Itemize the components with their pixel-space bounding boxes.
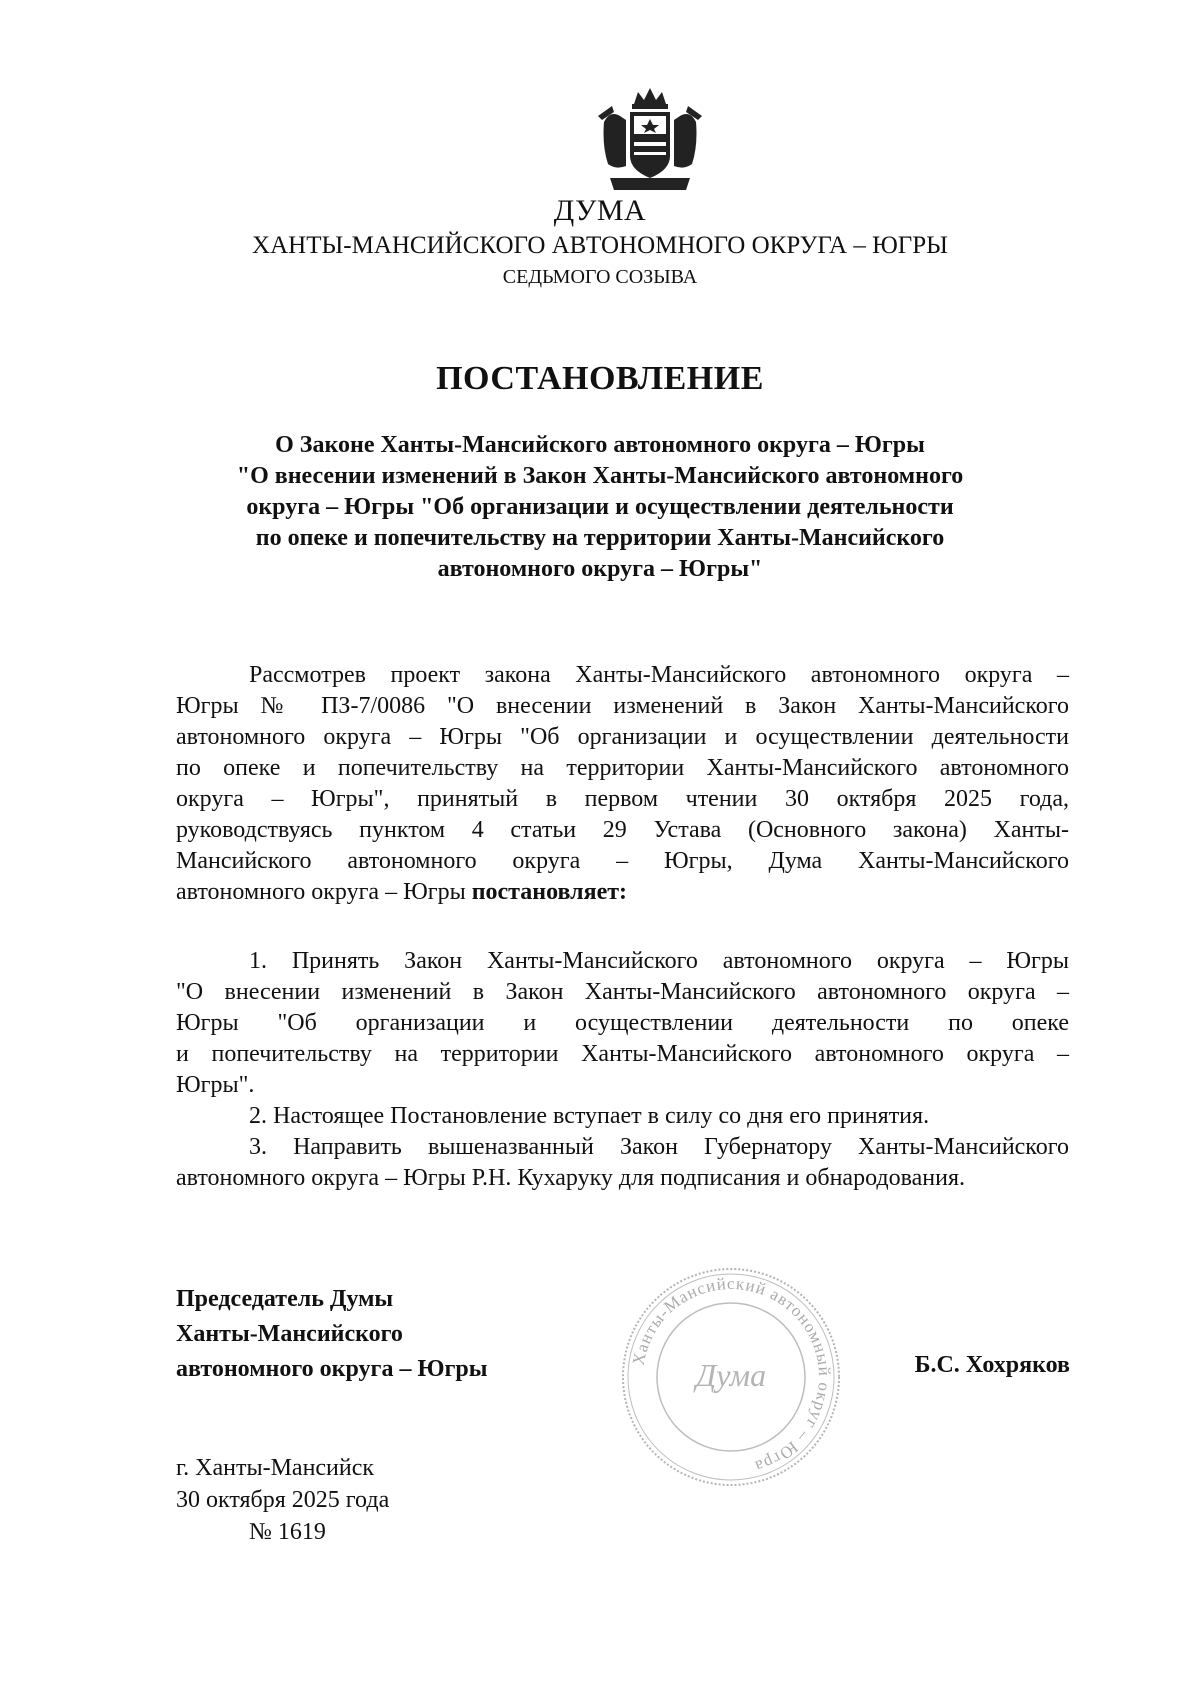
decision-word: постановляет:	[471, 879, 628, 905]
svg-text:Дума: Дума	[695, 1357, 767, 1393]
preamble-line-text: автономного округа – Югры	[176, 879, 472, 905]
item-3-line: 3. Направить вышеназванный Закон Губернатору Ханты-Мансийского	[249, 1134, 1069, 1160]
signatory-title-line: автономного округа – Югры	[176, 1356, 488, 1382]
item-1-line: Югры".	[176, 1072, 255, 1098]
signatory-title	[176, 1282, 487, 1387]
adoption-date: 30 октября 2025 года	[176, 1487, 390, 1513]
adoption-details	[176, 1452, 389, 1548]
subject-line: автономного округа – Югры"	[437, 556, 763, 582]
subject-line: округа – Югры "Об организации и осуществлении деятельности	[246, 494, 954, 520]
issuing-body-region: ХАНТЫ-МАНСИЙСКОГО АВТОНОМНОГО ОКРУГА – ЮГРЫ	[252, 232, 948, 259]
preamble-last-line	[176, 877, 1069, 908]
item-1-line: 1. Принять Закон Ханты-Мансийского автономного округа – Югры	[249, 948, 1069, 974]
svg-text:Ханты-Мансийский автономный ок: Ханты-Мансийский автономный округ – Югра	[628, 1273, 835, 1477]
resolution-items	[176, 946, 1069, 1194]
preamble-line: Мансийского автономного округа – Югры, Дума Ханты-Мансийского	[176, 848, 1069, 874]
preamble-line: Рассмотрев проект закона Ханты-Мансийского автономного округа –	[249, 662, 1069, 688]
document-type-title: ПОСТАНОВЛЕНИЕ	[436, 360, 764, 397]
item-1-line: Югры "Об организации и осуществлении деятельности по опеке	[176, 1010, 1069, 1036]
preamble-line: по опеке и попечительству на территории Ханты-Мансийского автономного	[176, 755, 1069, 781]
subject-line: О Законе Ханты-Мансийского автономного округа – Югры	[275, 432, 925, 458]
document-number: № 1619	[249, 1519, 326, 1545]
item-1-line: "О внесении изменений в Закон Ханты-Мансийского автономного округа –	[176, 979, 1069, 1005]
subject-line: по опеке и попечительству на территории Ханты-Мансийского	[255, 525, 945, 551]
issuing-body-convocation: СЕДЬМОГО СОЗЫВА	[502, 266, 698, 288]
preamble-line: округа – Югры", принятый в первом чтении 30 октября 2025 года,	[176, 786, 1069, 812]
document-subject	[150, 430, 1050, 585]
preamble-paragraph	[176, 660, 1069, 908]
item-1-line: и попечительству на территории Ханты-Мансийского автономного округа –	[176, 1041, 1069, 1067]
signatory-title-line: Председатель Думы	[176, 1286, 394, 1312]
item-2-line: 2. Настоящее Постановление вступает в силу со дня его принятия.	[249, 1103, 930, 1129]
coat-of-arms-emblem	[596, 86, 704, 194]
issuing-body-name: ДУМА	[553, 194, 647, 227]
adoption-city: г. Ханты-Мансийск	[176, 1455, 375, 1481]
preamble-line: Югры № ПЗ-7/0086 "О внесении изменений в Закон Ханты-Мансийского	[176, 693, 1069, 719]
signatory-title-line: Ханты-Мансийского	[176, 1321, 403, 1347]
preamble-line: руководствуясь пунктом 4 статьи 29 Устава (Основного закона) Ханты-	[176, 817, 1069, 843]
signatory-name: Б.С. Хохряков	[914, 1352, 1070, 1378]
subject-line: "О внесении изменений в Закон Ханты-Мансийского автономного	[236, 463, 964, 489]
preamble-line: автономного округа – Югры "Об организации и осуществлении деятельности	[176, 724, 1069, 750]
item-3-line: автономного округа – Югры Р.Н. Кухаруку для подписания и обнародования.	[176, 1165, 965, 1191]
official-seal-stamp	[616, 1262, 846, 1492]
